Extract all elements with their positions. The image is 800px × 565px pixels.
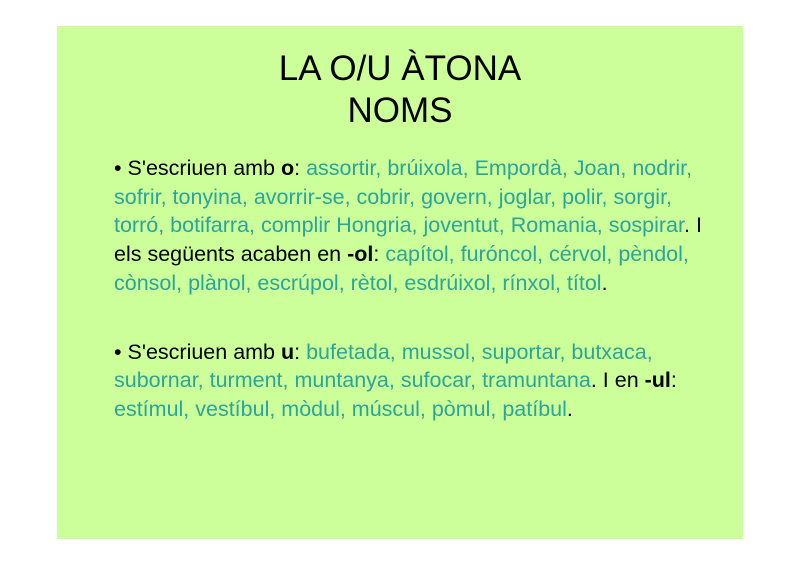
text-segment: . [566, 396, 573, 421]
example-words-o: assortir, brúixola, Empordà, Joan, nodrir, sofrir, tonyina, avorrir-se, cobrir, govern, joglar, polir, sorgir, torró, botifarra, complir Hongria, joventut, Romania, sospirar [114, 156, 693, 238]
bold-letter-u: u [281, 339, 295, 364]
title-line-1: LA O/U ÀTONA [278, 49, 522, 88]
bold-letter-o: o [281, 156, 295, 180]
text-segment: . I els següents acaben en [114, 213, 702, 267]
example-words-u: bufetada, mussol, suportar, butxaca, subornar, turment, muntanya, sufocar, tramuntana [114, 339, 653, 393]
example-words-ol: capítol, furóncol, cérvol, pèndol, cònsol, plànol, escrúpol, rètol, esdrúixol, rínxol, títol [114, 242, 689, 295]
bullet-paragraph-u [114, 338, 714, 424]
text-segment: . [601, 270, 608, 295]
bold-suffix-ol: -ol [347, 242, 374, 267]
bold-suffix-ul: -ul [644, 368, 671, 393]
bullet-paragraph-o [114, 154, 714, 298]
example-words-ul: estímul, vestíbul, mòdul, múscul, pòmul, patíbul [114, 396, 567, 421]
text-segment: S'escriuen amb [121, 156, 281, 180]
text-segment: S'escriuen amb [121, 339, 281, 364]
text-segment: : [294, 156, 307, 180]
slide [57, 26, 743, 539]
bullet-marker: • [114, 156, 122, 180]
slide-body [114, 154, 714, 424]
text-segment: : [294, 339, 307, 364]
text-segment: : [373, 242, 386, 267]
text-segment: : [670, 368, 677, 393]
slide-title [57, 48, 743, 132]
title-line-2: NOMS [347, 91, 453, 130]
bullet-marker: • [114, 339, 122, 364]
text-segment: . I en [590, 368, 645, 393]
